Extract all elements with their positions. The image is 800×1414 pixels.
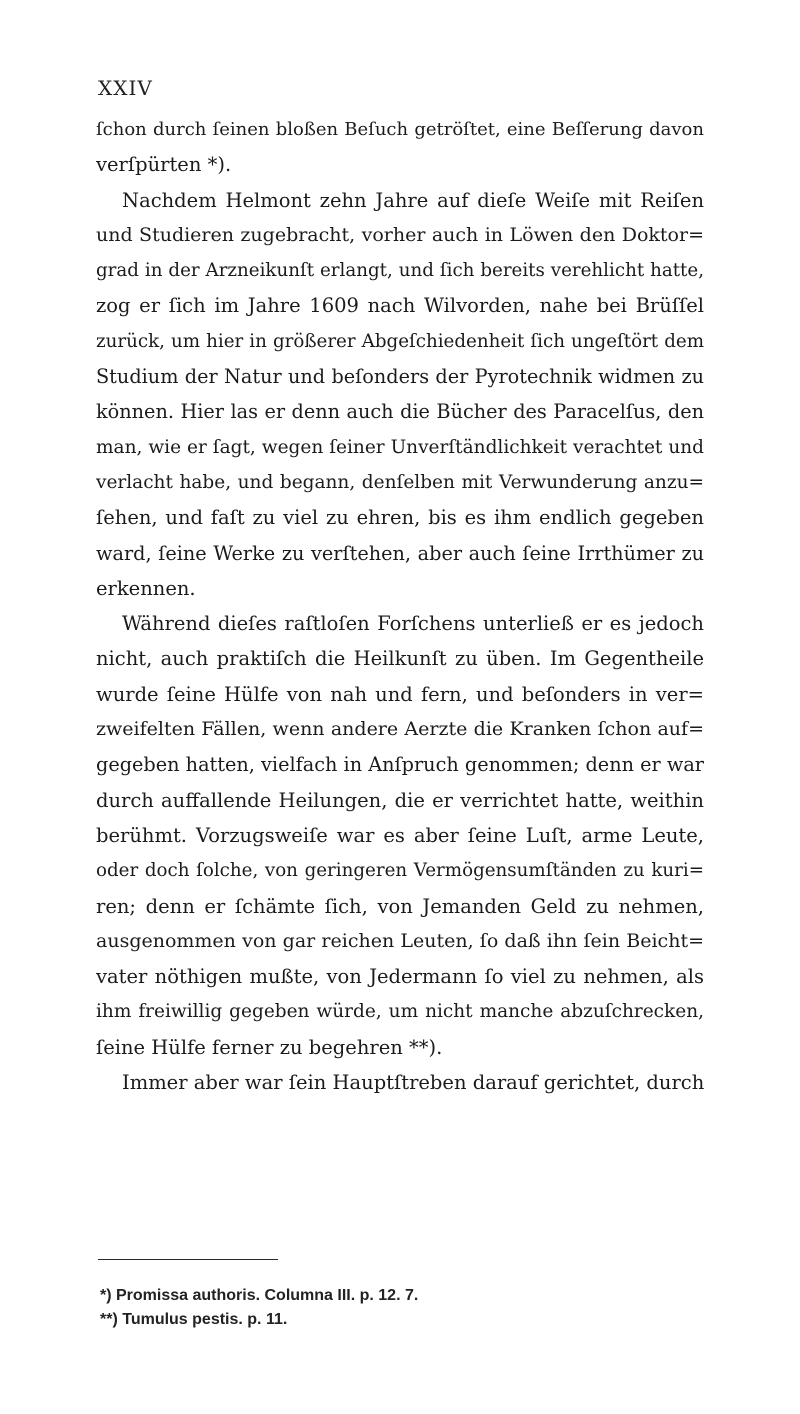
text-line: und Studieren zugebracht, vorher auch in Löwen den Doktor= [96,223,704,246]
text-line: zog er ſich im Jahre 1609 nach Wilvorden, nahe bei Brüſſel [96,294,704,318]
text-line: durch auffallende Heilungen, die er verrichtet hatte, weithin [96,788,704,812]
text-line: ward, ſeine Werke zu verſtehen, aber auch ſeine Irrthümer zu [96,541,704,565]
text-line: Immer aber war ſein Hauptſtreben darauf gerichtet, durch [122,1071,705,1095]
text-line: Nachdem Helmont zehn Jahre auf dieſe Weiſe mit Reiſen [122,188,704,212]
text-line: nicht, auch praktiſch die Heilkunſt zu üben. Im Gegentheile [96,647,704,671]
text-line: wurde ſeine Hülfe von nah und fern, und beſonders in ver= [96,682,704,706]
text-line: können. Hier las er denn auch die Bücher des Paracelſus, den [96,400,704,424]
text-line: grad in der Arzneikunſt erlangt, und ſich bereits verehlicht hatte, [96,260,704,282]
text-line: ren; denn er ſchämte ſich, von Jemanden Geld zu nehmen, [96,894,704,918]
text-line: erkennen. [96,576,196,600]
text-line: verſpürten *). [96,153,232,177]
text-line: berühmt. Vorzugsweiſe war es aber ſeine Luſt, arme Leute, [96,823,704,847]
text-line: ſeine Hülfe ferner zu begehren **). [96,1035,443,1059]
footnotes [100,1284,700,1332]
footnote: **) Tumulus pestis. p. 11. [100,1311,288,1328]
text-line: zurück, um hier in größerer Abgeſchiedenheit ſich ungeſtört dem [96,330,704,352]
footnote-divider [98,1259,278,1260]
text-line: ſehen, und faſt zu viel zu ehren, bis es ihm endlich gegeben [96,506,704,530]
text-line: verlacht habe, und begann, denſelben mit Verwunderung anzu= [96,471,704,493]
footnote: *) Promissa authoris. Columna III. p. 12. 7. [100,1287,419,1304]
text-line: ausgenommen von gar reichen Leuten, ſo daß ihn ſein Beicht= [96,929,704,952]
text-line: ihm freiwillig gegeben würde, um nicht manche abzuſchrecken, [96,1001,704,1023]
text-line: zweifelten Fällen, wenn andere Aerzte die Kranken ſchon auf= [96,718,704,741]
text-line: Studium der Natur und beſonders der Pyrotechnik widmen zu [96,365,704,389]
text-line: vater nöthigen mußte, von Jedermann ſo viel zu nehmen, als [96,965,704,989]
page-number: XXIV [98,76,153,100]
text-line: man, wie er ſagt, wegen ſeiner Unverſtändlichkeit verachtet und [96,436,704,458]
text-line: gegeben hatten, vielfach in Anſpruch genommen; denn er war [96,753,704,777]
text-line: ſchon durch ſeinen bloßen Beſuch getröſtet, eine Beſſerung davon [96,119,704,140]
text-line: Während dieſes raſtloſen Forſchens unterließ er es jedoch [122,612,704,636]
text-line: oder doch ſolche, von geringeren Vermögensumſtänden zu kuri= [96,860,704,882]
body-text [96,112,704,1100]
